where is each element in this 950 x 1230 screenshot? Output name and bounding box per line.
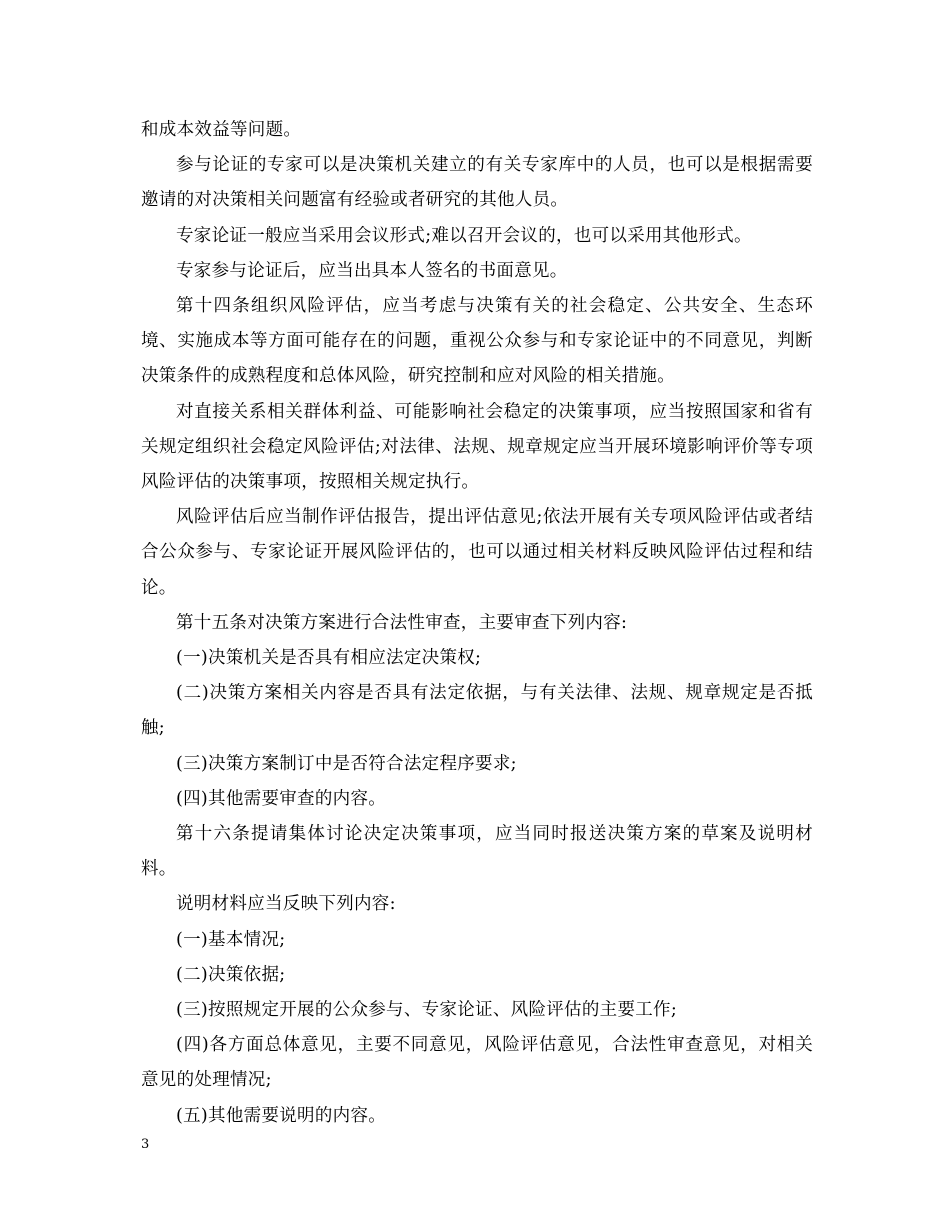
list-item-review-2: (二)决策方案相关内容是否具有法定依据，与有关法律、法规、规章规定是否抵触; (141, 683, 813, 739)
page-number: 3 (141, 1137, 150, 1152)
list-item-review-3: (三)决策方案制订中是否符合法定程序要求; (176, 753, 517, 774)
paragraph-article-16: 第十六条提请集体讨论决定决策事项，应当同时报送决策方案的草案及说明材料。 (141, 824, 813, 880)
list-item-review-1: (一)决策机关是否具有相应法定决策权; (176, 648, 482, 669)
paragraph-article-15: 第十五条对决策方案进行合法性审查，主要审查下列内容: (176, 612, 628, 633)
list-item-review-4: (四)其他需要审查的内容。 (176, 788, 387, 809)
paragraph-expert-selection: 参与论证的专家可以是决策机关建立的有关专家库中的人员，也可以是根据需要邀请的对决策相关问题富有经验或者研究的其他人员。 (141, 155, 813, 211)
paragraph-article-14: 第十四条组织风险评估，应当考虑与决策有关的社会稳定、公共安全、生态环境、实施成本等方面可能存在的问题，重视公众参与和专家论证中的不同意见，判断决策条件的成熟程度和总体风险，研究控制和应对风险的相关措施。 (141, 296, 813, 387)
paragraph-explanation-content: 说明材料应当反映下列内容: (176, 894, 396, 915)
paragraph-stability-assessment: 对直接关系相关群体利益、可能影响社会稳定的决策事项，应当按照国家和省有关规定组织社会稳定风险评估;对法律、法规、规章规定应当开展环境影响评价等专项风险评估的决策事项，按照相关规定执行。 (141, 401, 813, 493)
list-item-explanation-3: (三)按照规定开展的公众参与、专家论证、风险评估的主要工作; (176, 1000, 678, 1021)
list-item-explanation-1: (一)基本情况; (176, 929, 286, 950)
document-body (141, 113, 813, 1134)
paragraph-expert-opinion: 专家参与论证后，应当出具本人签名的书面意见。 (176, 260, 568, 281)
paragraph-continuation: 和成本效益等问题。 (141, 120, 302, 140)
list-item-explanation-5: (五)其他需要说明的内容。 (176, 1105, 387, 1126)
list-item-explanation-2: (二)决策依据; (176, 964, 286, 985)
list-item-explanation-4: (四)各方面总体意见，主要不同意见，风险评估意见，合法性审查意见，对相关意见的处理情况; (141, 1035, 813, 1091)
paragraph-assessment-report: 风险评估后应当制作评估报告，提出评估意见;依法开展有关专项风险评估或者结合公众参与、专家论证开展风险评估的，也可以通过相关材料反映风险评估过程和结论。 (141, 507, 813, 598)
paragraph-expert-form: 专家论证一般应当采用会议形式;难以召开会议的，也可以采用其他形式。 (176, 225, 752, 246)
